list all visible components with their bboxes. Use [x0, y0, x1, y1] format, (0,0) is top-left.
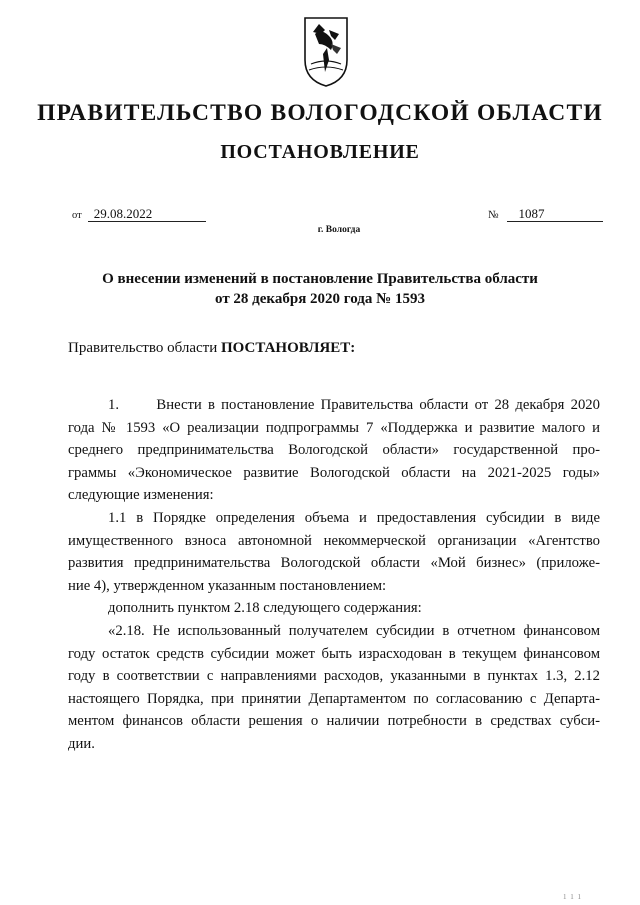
paragraph-line: году остаток средств субсидии может быть израсходован в текущем финансовом: [68, 645, 600, 662]
paragraph-line: «2.18. Не использованный получателем субсидии в отчетном финансовом: [108, 622, 600, 639]
decree-verb: ПОСТАНОВЛЯЕТ:: [220, 340, 356, 356]
corner-mark: 1 1 1: [563, 893, 582, 901]
vologda-coat-of-arms-icon: [301, 14, 351, 88]
decree-intro: Правительство области: [68, 340, 221, 356]
paragraph-line: развития предпринимательства Вологодской области «Мой бизнес» (приложе-: [68, 555, 600, 572]
number-field: [488, 206, 603, 222]
date-field: [72, 206, 206, 222]
number-value: 1087: [507, 206, 603, 222]
paragraph-line: имущественного взноса автономной некоммерческой организации «Агентство: [68, 532, 600, 549]
paragraph-line: году в соответствии с направлениями расходов, указанными в пунктах 1.3, 2.12: [68, 668, 600, 685]
number-prefix: №: [488, 209, 499, 221]
paragraph-line: следующие изменения:: [68, 487, 214, 504]
paragraph-line: 1.1 в Порядке определения объема и предоставления субсидии в виде: [108, 509, 600, 526]
paragraph-line: дополнить пунктом 2.18 следующего содержания:: [108, 600, 422, 617]
document-type: ПОСТАНОВЛЕНИЕ: [220, 141, 420, 163]
date-value: 29.08.2022: [88, 206, 206, 222]
paragraph-line: ментом финансов области решения о наличии потребности в средствах субси-: [68, 713, 600, 730]
paragraph-line: дии.: [68, 735, 95, 752]
paragraph-line: среднего предпринимательства Вологодской области» государственной про-: [68, 442, 600, 459]
document-body: [68, 394, 600, 756]
paragraph-line: ние 4), утвержденном указанным постановлением:: [68, 577, 387, 594]
paragraph-line: граммы «Экономическое развитие Вологодской области на 2021-2025 годы»: [68, 464, 600, 481]
subject-line: от 28 декабря 2020 года № 1593: [215, 291, 425, 307]
city-label: г. Вологда: [317, 225, 361, 235]
subject-line: О внесении изменений в постановление Правительства области: [102, 271, 538, 287]
paragraph-line: настоящего Порядка, при принятии Департаментом по согласованию с Департа-: [68, 690, 600, 707]
paragraph-line: года № 1593 «О реализации подпрограммы 7 «Поддержка и развитие малого и: [68, 419, 600, 436]
paragraph-line: 1. Внести в постановление Правительства области от 28 декабря 2020: [108, 397, 600, 413]
decree-statement: [68, 340, 355, 357]
government-title: ПРАВИТЕЛЬСТВО ВОЛОГОДСКОЙ ОБЛАСТИ: [37, 100, 603, 126]
document-subject: [0, 269, 640, 309]
date-prefix: от: [72, 210, 82, 221]
